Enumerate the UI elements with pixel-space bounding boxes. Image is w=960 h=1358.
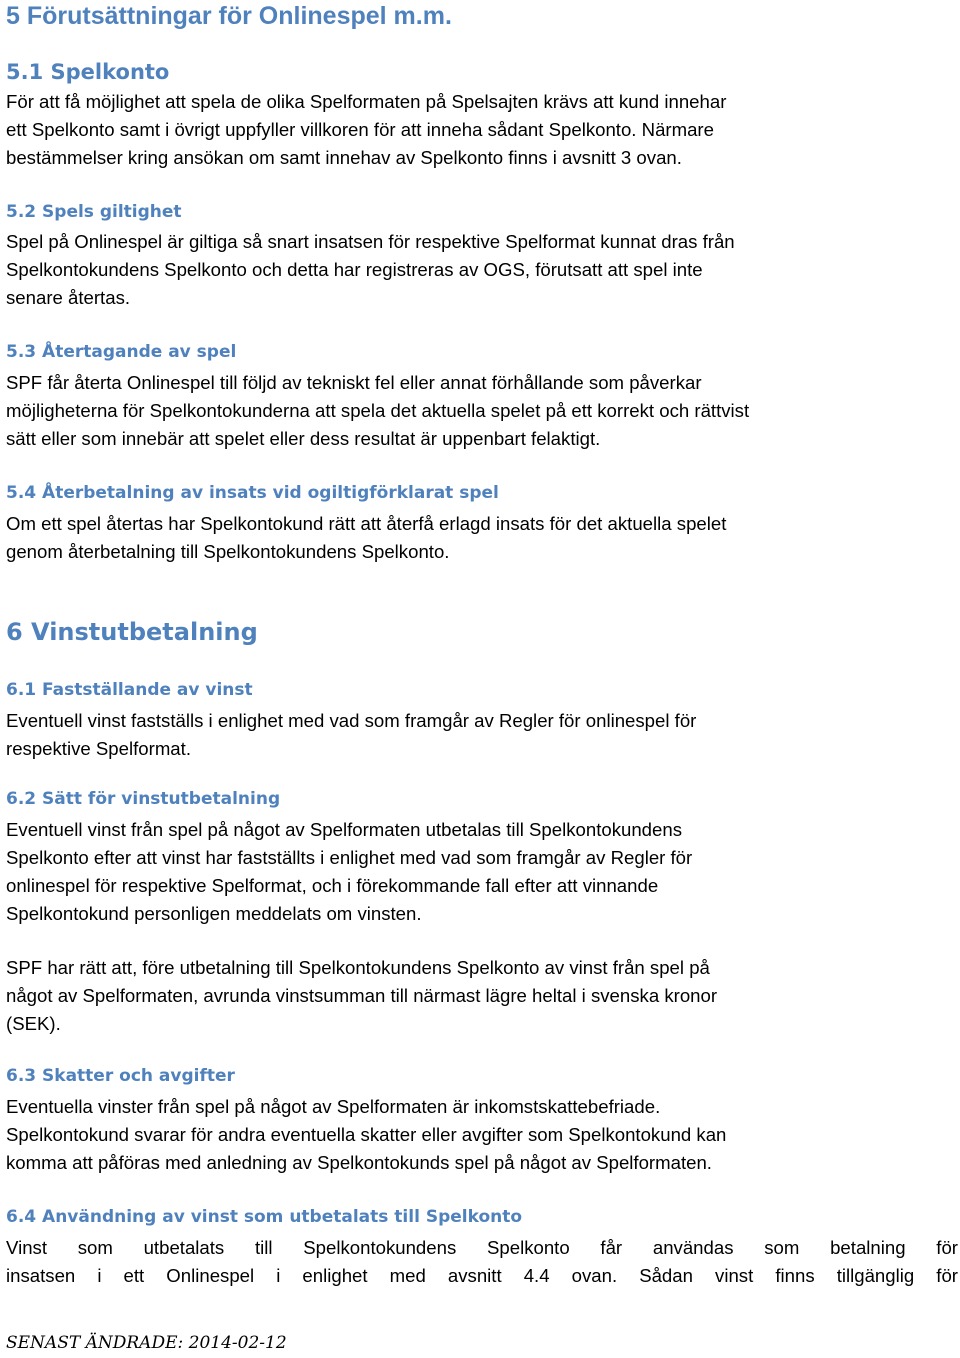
paragraph-line: ett Spelkonto samt i övrigt uppfyller villkoren för att inneha sådant Spelkonto. Närmare: [6, 119, 714, 140]
section-6-title: 6 Vinstutbetalning: [6, 618, 258, 646]
section-6-2-heading: 6.2 Sätt för vinstutbetalning: [6, 789, 281, 809]
paragraph-line: bestämmelser kring ansökan om samt innehav av Spelkonto finns i avsnitt 3 ovan.: [6, 147, 682, 168]
section-5-1-paragraph: [6, 88, 958, 172]
section-6-4-paragraph: [6, 1234, 958, 1290]
paragraph-line: (SEK).: [6, 1013, 61, 1034]
section-6-2-paragraph: [6, 816, 958, 928]
paragraph-line: SPF har rätt att, före utbetalning till Spelkontokundens Spelkonto av vinst från spel på: [6, 957, 710, 978]
paragraph-line: Eventuell vinst från spel på något av Spelformaten utbetalas till Spelkontokundens: [6, 819, 682, 840]
paragraph-line: senare återtas.: [6, 287, 131, 308]
paragraph-line: Vinst som utbetalats till Spelkontokundens Spelkonto får användas som betalning för: [6, 1237, 958, 1258]
section-6-2-paragraph-2: [6, 954, 958, 1038]
paragraph-line: För att få möjlighet att spela de olika Spelformaten på Spelsajten krävs att kund innehar: [6, 91, 727, 112]
paragraph-line: Eventuell vinst fastställs i enlighet med vad som framgår av Regler för onlinespel för: [6, 710, 697, 731]
paragraph-line: något av Spelformaten, avrunda vinstsumman till närmast lägre heltal i svenska kronor: [6, 985, 718, 1006]
paragraph-line: komma att påföras med anledning av Spelkontokunds spel på något av Spelformaten.: [6, 1152, 712, 1173]
paragraph-line: Spelkontokund svarar för andra eventuella skatter eller avgifter som Spelkontokund kan: [6, 1124, 727, 1145]
section-6-3-paragraph: [6, 1093, 958, 1177]
section-6-1-heading: 6.1 Fastställande av vinst: [6, 680, 253, 700]
section-5-3-paragraph: [6, 369, 958, 453]
section-5-4-paragraph: [6, 510, 958, 566]
paragraph-line: Spelkontokund personligen meddelats om vinsten.: [6, 903, 422, 924]
paragraph-line: respektive Spelformat.: [6, 738, 191, 759]
section-5-2-paragraph: [6, 228, 958, 312]
paragraph-line: Spel på Onlinespel är giltiga så snart insatsen för respektive Spelformat kunnat dras från: [6, 231, 735, 252]
paragraph-line: onlinespel för respektive Spelformat, och i förekommande fall efter att vinnande: [6, 875, 659, 896]
section-5-title: 5 Förutsättningar för Onlinespel m.m.: [6, 2, 452, 30]
paragraph-line: Spelkonto efter att vinst har fastställts i enlighet med vad som framgår av Regler för: [6, 847, 693, 868]
paragraph-line: sätt eller som innebär att spelet eller dess resultat är uppenbart felaktigt.: [6, 428, 601, 449]
section-6-1-paragraph: [6, 707, 958, 763]
section-6-3-heading: 6.3 Skatter och avgifter: [6, 1066, 235, 1086]
paragraph-line: SPF får återta Onlinespel till följd av tekniskt fel eller annat förhållande som påverkar: [6, 372, 702, 393]
footer-last-modified: SENAST ÄNDRADE: 2014-02-12: [6, 1333, 287, 1353]
paragraph-line: Eventuella vinster från spel på något av Spelformaten är inkomstskattebefriade.: [6, 1096, 661, 1117]
section-5-4-heading: 5.4 Återbetalning av insats vid ogiltigförklarat spel: [6, 483, 499, 503]
section-5-1-heading: 5.1 Spelkonto: [6, 60, 170, 84]
section-6-4-heading: 6.4 Användning av vinst som utbetalats till Spelkonto: [6, 1207, 523, 1227]
paragraph-line: möjligheterna för Spelkontokunderna att spela det aktuella spelet på ett korrekt och rättvist: [6, 400, 750, 421]
section-5-2-heading: 5.2 Spels giltighet: [6, 202, 182, 222]
paragraph-line: Om ett spel återtas har Spelkontokund rätt att återfå erlagd insats för det aktuella spelet: [6, 513, 727, 534]
section-5-3-heading: 5.3 Återtagande av spel: [6, 342, 237, 362]
paragraph-line: genom återbetalning till Spelkontokundens Spelkonto.: [6, 541, 450, 562]
paragraph-line: Spelkontokundens Spelkonto och detta har registreras av OGS, förutsatt att spel inte: [6, 259, 703, 280]
paragraph-line: insatsen i ett Onlinespel i enlighet med avsnitt 4.4 ovan. Sådan vinst finns tillgänglig för: [6, 1265, 958, 1286]
